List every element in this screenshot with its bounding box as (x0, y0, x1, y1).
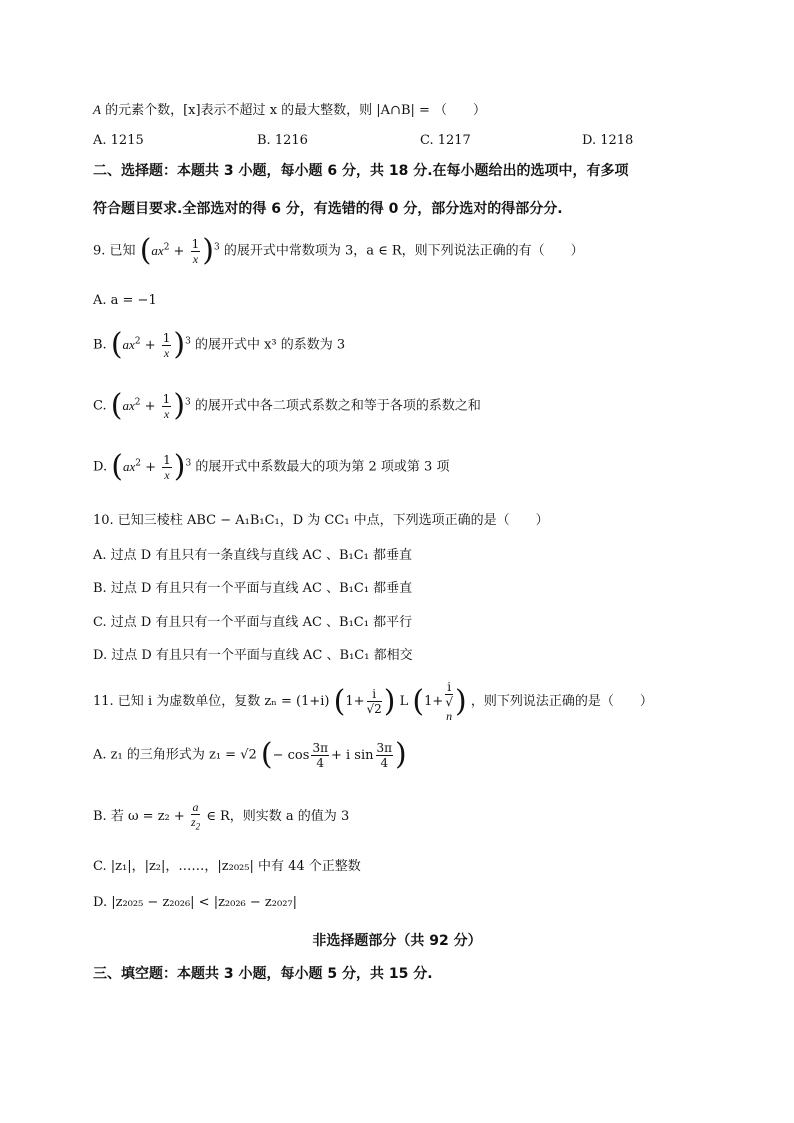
q11-option-d: D. |z₂₀₂₅ − z₂₀₂₆| < |z₂₀₂₆ − z₂₀₂₇| (93, 895, 297, 910)
q9-option-c-text: 的展开式中各二项式系数之和等于各项的系数之和 (194, 398, 481, 414)
q11-option-b-fraction: $\frac{a}{z_2}$ (190, 800, 201, 832)
section2-instructions-line1: 二、选择题：本题共 3 小题，每小题 6 分，共 18 分.在每小题给出的选项中，有多项 (93, 163, 629, 179)
set-a-symbol: A (93, 102, 101, 117)
q9-stem-suffix: 的展开式中常数项为 3，a ∈ R，则下列说法正确的有（ ） (223, 243, 584, 259)
q9-option-a: A. a = −1 (93, 293, 157, 308)
q11-factor-n: (1+ i √ n ) (412, 680, 467, 723)
q9-option-d (93, 449, 450, 484)
q11-factor-1: (1+ $\frac{i}{√2}$ ) (333, 683, 396, 719)
section3-instructions: 三、填空题：本题共 3 小题，每小题 5 分，共 15 分. (93, 966, 433, 982)
q8-option-d: D. 1218 (582, 133, 634, 148)
q11-option-b-suffix: ∈ R，则实数 a 的值为 3 (206, 809, 350, 825)
section2-instructions-line2: 符合题目要求.全部选对的得 6 分，有选错的得 0 分，部分选对的得部分分. (93, 201, 563, 217)
q9-option-b-label: B. (93, 337, 107, 353)
q9-stem (93, 233, 584, 268)
q11-option-b-prefix: B. 若 ω = z₂ + (93, 809, 185, 825)
q10-option-d: D. 过点 D 有且只有一个平面与直线 AC 、B₁C₁ 都相交 (93, 648, 413, 663)
q8-option-c: C. 1217 (420, 133, 471, 148)
q9-option-d-label: D. (93, 459, 108, 475)
q11-prefix: 11. 已知 i 为虚数单位，复数 zₙ = (1+i) (93, 694, 330, 709)
q9-option-b-expression: ($ax^2$ + $\frac{1}{x}$ )$^3$ (110, 327, 191, 362)
q9-option-d-text: 的展开式中系数最大的项为第 2 项或第 3 项 (195, 459, 450, 475)
q9-option-c-expression: ($ax^2$ + $\frac{1}{x}$ )$^3$ (110, 388, 191, 423)
q10-option-b: B. 过点 D 有且只有一个平面与直线 AC 、B₁C₁ 都垂直 (93, 581, 413, 596)
q9-option-b (93, 327, 346, 362)
q11-option-a (93, 737, 407, 772)
q10-option-c: C. 过点 D 有且只有一个平面与直线 AC 、B₁C₁ 都平行 (93, 615, 413, 630)
q11-option-a-trig-form: (− cos $\frac{3\pi}{4}$ + i sin $\frac{3\pi}{4}$ ) (260, 737, 407, 772)
q9-option-d-expression: ($ax^2$ + $\frac{1}{x}$ )$^3$ (111, 449, 192, 484)
nonchoice-part-title: 非选择题部分（共 92 分） (312, 933, 482, 949)
q11-ellipsis-mark: L (399, 694, 409, 709)
q8-tail-text (93, 99, 486, 118)
q8-option-a: A. 1215 (93, 133, 144, 148)
q11-option-b (93, 800, 349, 833)
q11-option-a-prefix: A. z₁ 的三角形式为 z₁ = √2 (93, 747, 257, 763)
q11-stem-suffix: ，则下列说法正确的是（ ） (470, 694, 653, 709)
q9-expression: ($ax^2$ + $\frac{1}{x}$ )$^3$ (139, 233, 220, 268)
q10-option-a: A. 过点 D 有且只有一条直线与直线 AC 、B₁C₁ 都垂直 (93, 548, 412, 563)
q9-option-c (93, 388, 481, 423)
q11-option-c: C. |z₁|，|z₂|，……，|z₂₀₂₅| 中有 44 个正整数 (93, 859, 361, 874)
q8-option-b: B. 1216 (257, 133, 308, 148)
q8-tail-body: 的元素个数，[x]表示不超过 x 的最大整数，则 |A∩B| = （ ） (100, 103, 487, 118)
q9-option-c-label: C. (93, 398, 107, 414)
q9-number: 9. 已知 (93, 243, 136, 259)
q9-option-b-text: 的展开式中 x³ 的系数为 3 (194, 337, 346, 353)
q10-stem: 10. 已知三棱柱 ABC − A₁B₁C₁，D 为 CC₁ 中点，下列选项正确的是（ ） (93, 513, 549, 528)
q11-stem (93, 680, 653, 723)
